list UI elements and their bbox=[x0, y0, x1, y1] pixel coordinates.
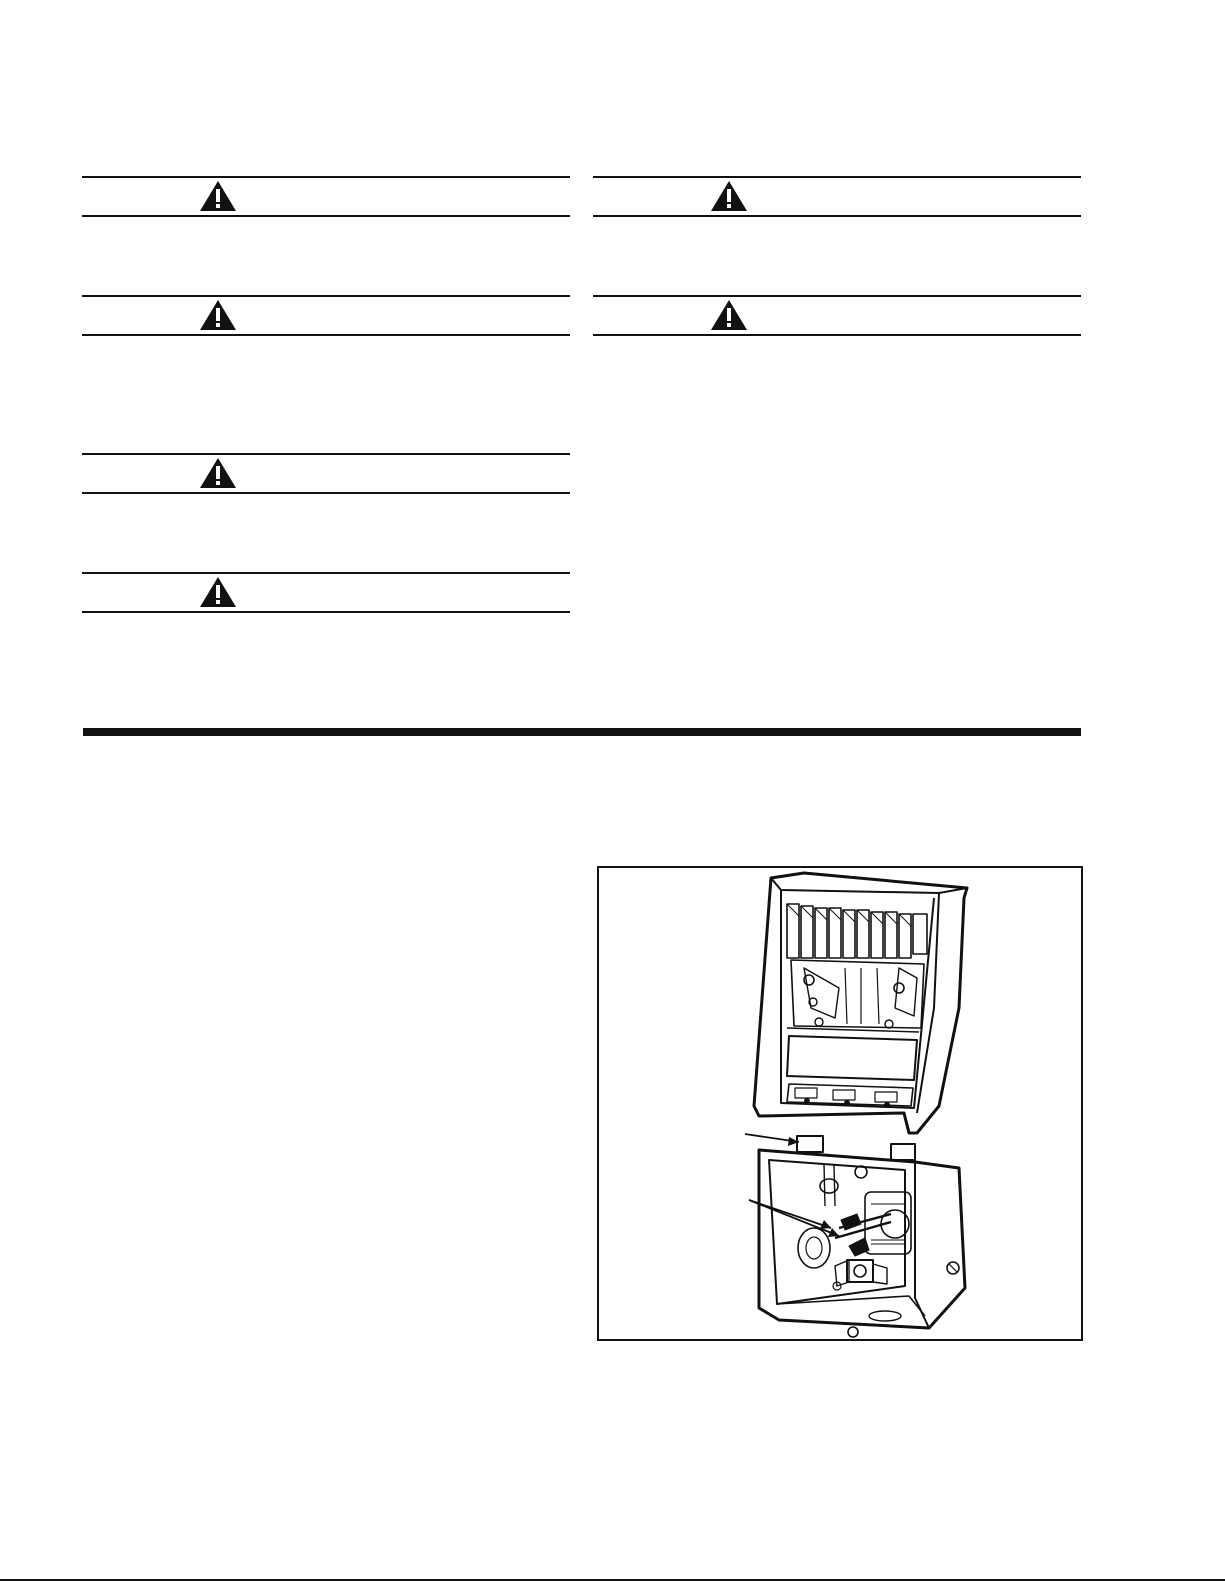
warning-triangle-icon bbox=[198, 575, 238, 609]
warning-triangle-icon bbox=[709, 179, 749, 213]
warning-banner-3 bbox=[82, 453, 570, 494]
warning-banner-1 bbox=[82, 176, 570, 217]
warning-triangle-icon bbox=[198, 298, 238, 332]
warning-banner-5 bbox=[593, 176, 1081, 217]
warning-banner-4 bbox=[82, 572, 570, 613]
enclosure-base bbox=[759, 1136, 965, 1337]
enclosure-cover bbox=[754, 873, 967, 1133]
warning-banner-6 bbox=[593, 295, 1081, 336]
junction-box-figure bbox=[597, 866, 1083, 1341]
junction-box-illustration bbox=[599, 868, 1081, 1339]
warning-triangle-icon bbox=[198, 179, 238, 213]
section-divider bbox=[83, 728, 1081, 736]
warning-banner-2 bbox=[82, 295, 570, 336]
warning-triangle-icon bbox=[198, 456, 238, 490]
page-bottom-rule bbox=[0, 1579, 1225, 1581]
warning-triangle-icon bbox=[709, 298, 749, 332]
